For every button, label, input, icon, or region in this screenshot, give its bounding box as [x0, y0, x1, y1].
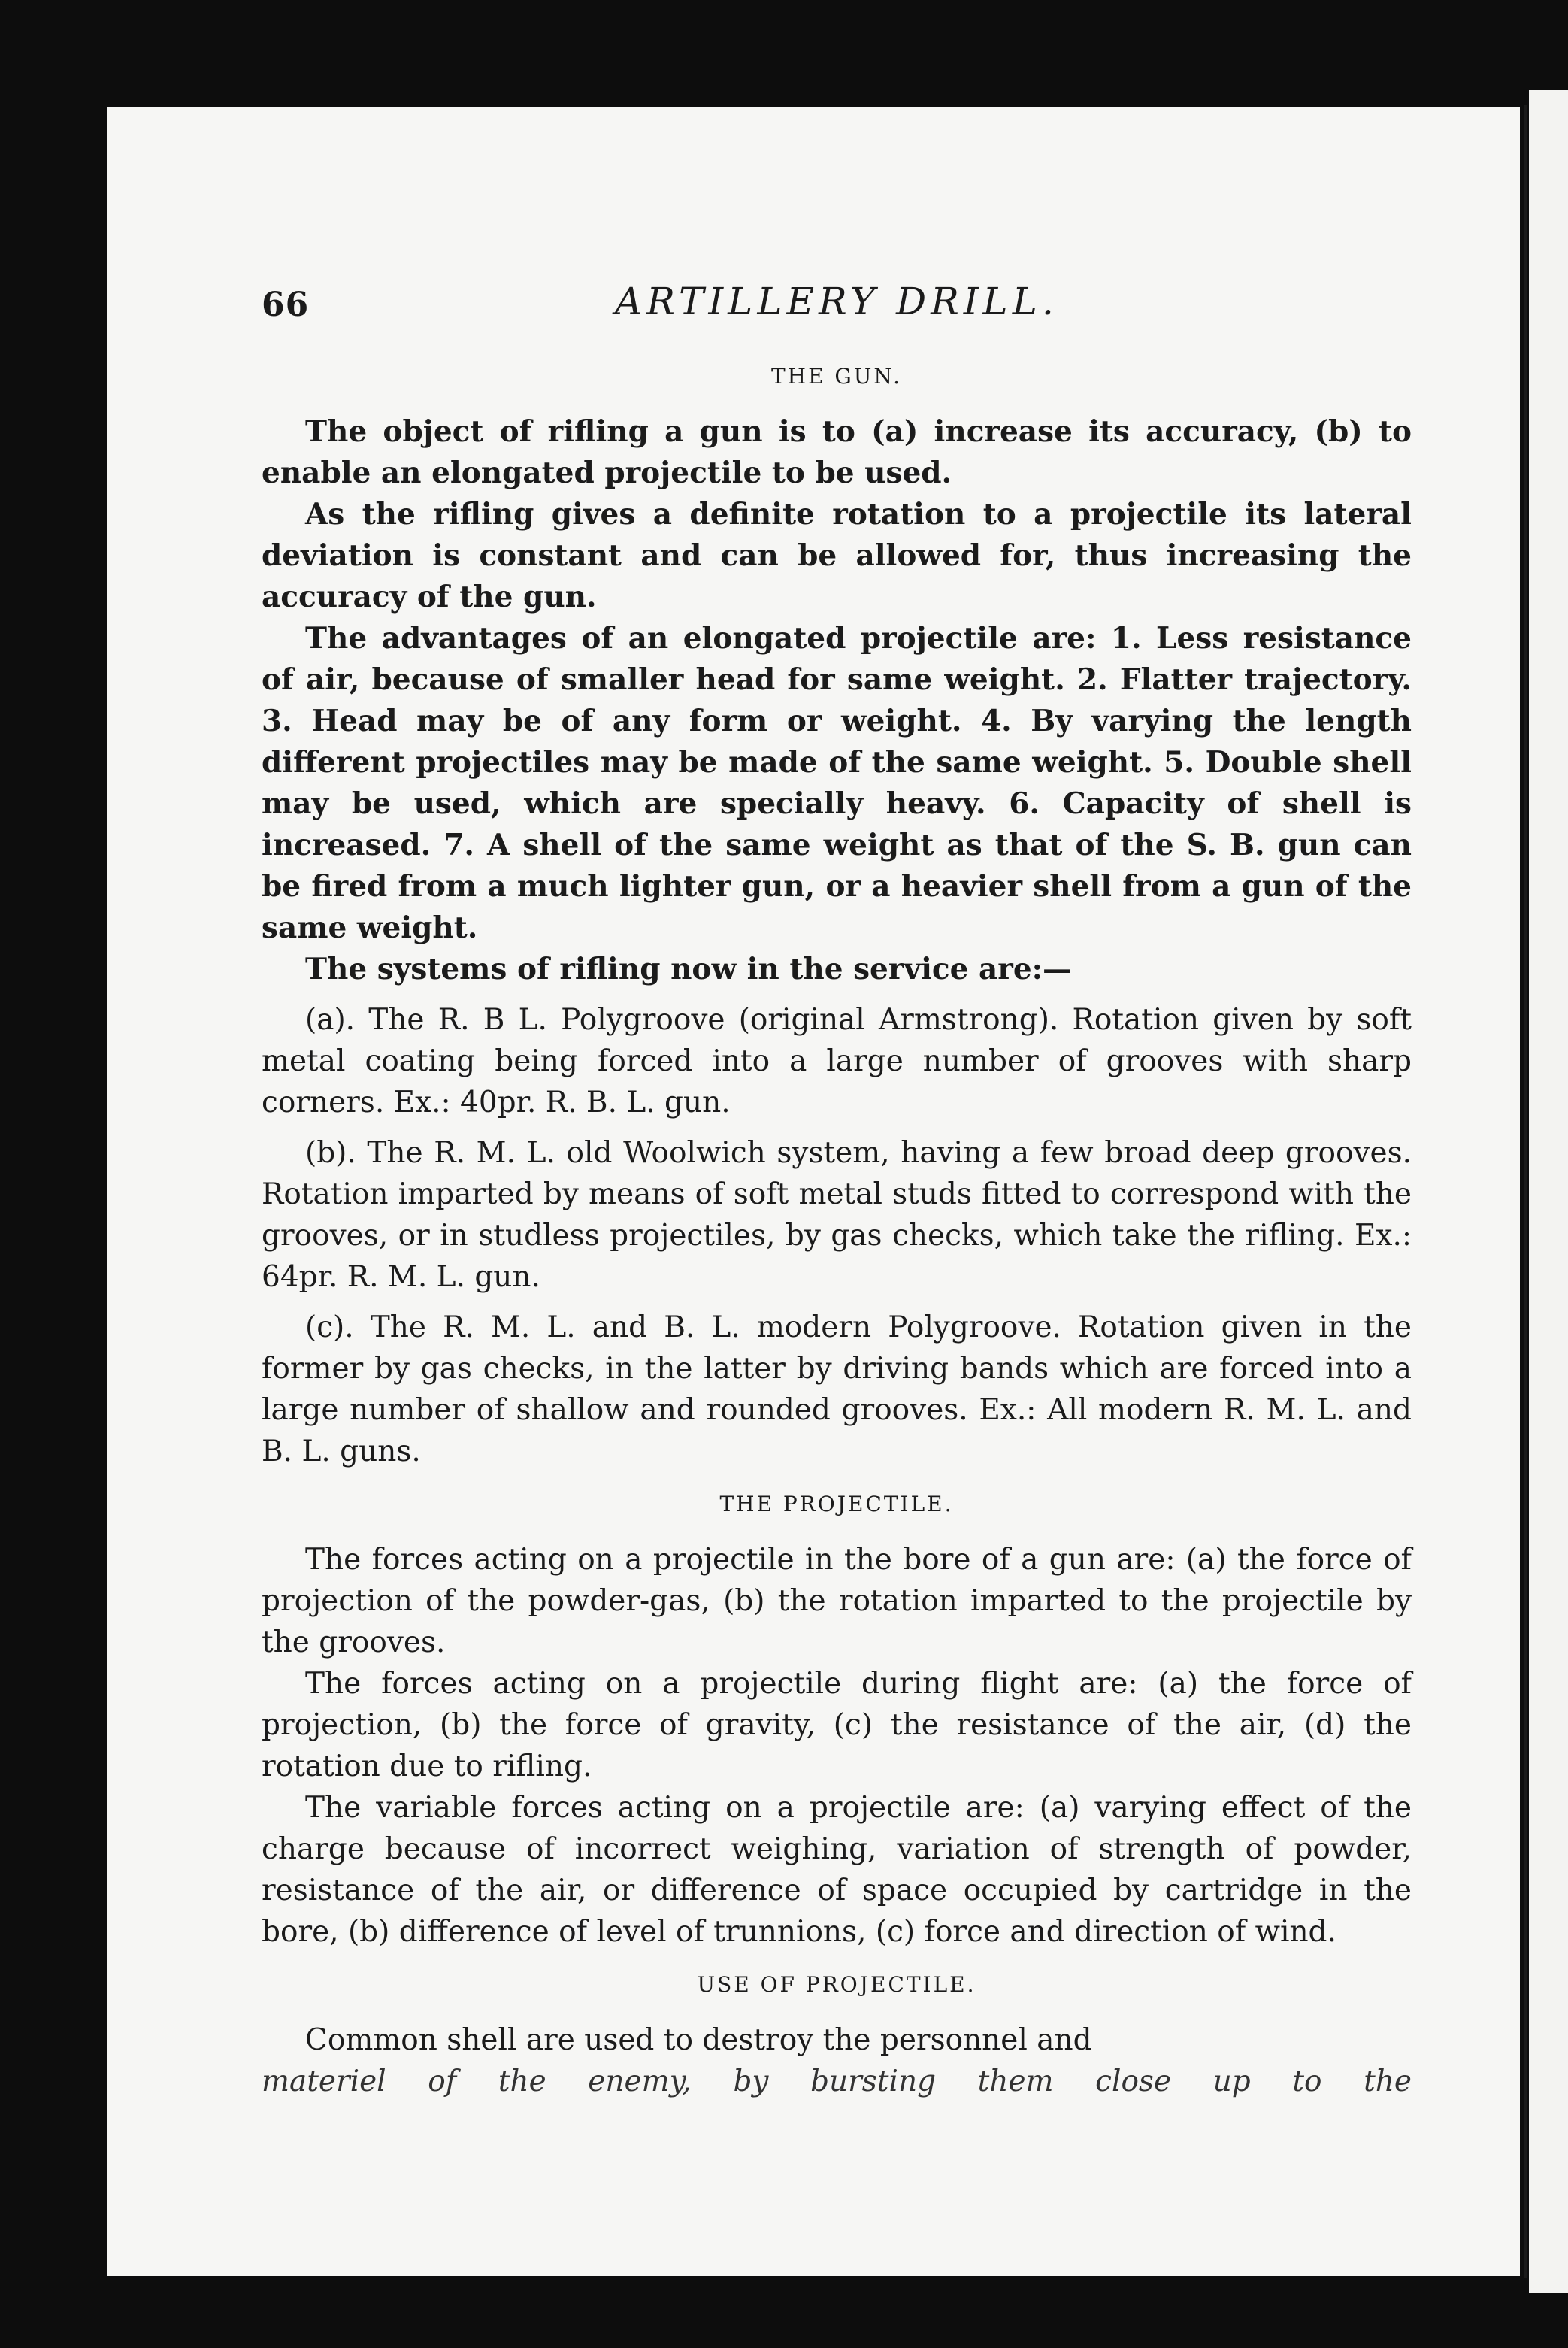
paragraph-forces-in-flight: The forces acting on a projectile during flight are: (a) the force of projection, (b) the force of gravity, (c) the resistance of the air, (d) the rotation due to rifling.: [262, 1667, 1412, 1783]
running-head: [262, 280, 1412, 334]
section-heading-use: USE OF PROJECTILE.: [697, 1972, 976, 1997]
page-content: [262, 280, 1412, 2102]
paragraph-system-b: (b). The R. M. L. old Woolwich system, having a few broad deep grooves. Rotation imparted by means of soft metal studs fitted to correspond with the grooves, or in studless projectiles, by gas checks, which take the rifling. Ex.: 64pr. R. M. L. gun.: [262, 1136, 1412, 1294]
paragraph-variable-forces: The variable forces acting on a projectile are: (a) varying effect of the charge because of incorrect weighing, variation of strength of powder, resistance of the air, or difference of space occupied by cartridge in the bore, (b) difference of level of trunnions, (c) force and direction of wind.: [262, 1791, 1412, 1949]
paragraph-common-shell-continued: materiel of the enemy, by bursting them close up to the: [262, 2065, 1412, 2098]
paragraph-forces-in-bore: The forces acting on a projectile in the bore of a gun are: (a) the force of projection of the powder-gas, (b) the rotation imparted to the projectile by the grooves.: [262, 1543, 1412, 1659]
paragraph-common-shell: Common shell are used to destroy the personnel and: [305, 2023, 1092, 2057]
facing-page-edge: [1529, 90, 1568, 2293]
paragraph-systems-intro: The systems of rifling now in the service are:—: [305, 952, 1073, 986]
paragraph-system-a: (a). The R. B L. Polygroove (original Armstrong). Rotation given by soft metal coating being forced into a large number of grooves with sharp corners. Ex.: 40pr. R. B. L. gun.: [262, 1003, 1412, 1119]
section-heading-projectile: THE PROJECTILE.: [719, 1492, 954, 1516]
paragraph-rifling-rotation: As the rifling gives a definite rotation to a projectile its lateral deviation is constant and can be allowed for, thus increasing the accuracy of the gun.: [262, 497, 1412, 614]
paragraph-system-c: (c). The R. M. L. and B. L. modern Polygroove. Rotation given in the former by gas checks, in the latter by driving bands which are forced into a large number of shallow and rounded grooves. Ex.: All modern R. M. L. and B. L. guns.: [262, 1310, 1412, 1468]
section-heading-gun: THE GUN.: [770, 364, 902, 389]
paragraph-rifling-object: The object of rifling a gun is to (a) increase its accuracy, (b) to enable an elongated projectile to be used.: [262, 414, 1412, 490]
page-number: 66: [262, 286, 310, 324]
page-edge-shadow: [1524, 105, 1527, 2278]
running-title: ARTILLERY DRILL.: [615, 280, 1058, 323]
paragraph-elongated-advantages: The advantages of an elongated projectile are: 1. Less resistance of air, because of smaller head for same weight. 2. Flatter trajectory. 3. Head may be of any form or weight. 4. By varying the length different projectiles may be made of the same weight. 5. Double shell may be used, which are specially heavy. 6. Capacity of shell is increased. 7. A shell of the same weight as that of the S. B. gun can be fired from a much lighter gun, or a heavier shell from a gun of the same weight.: [262, 621, 1412, 945]
